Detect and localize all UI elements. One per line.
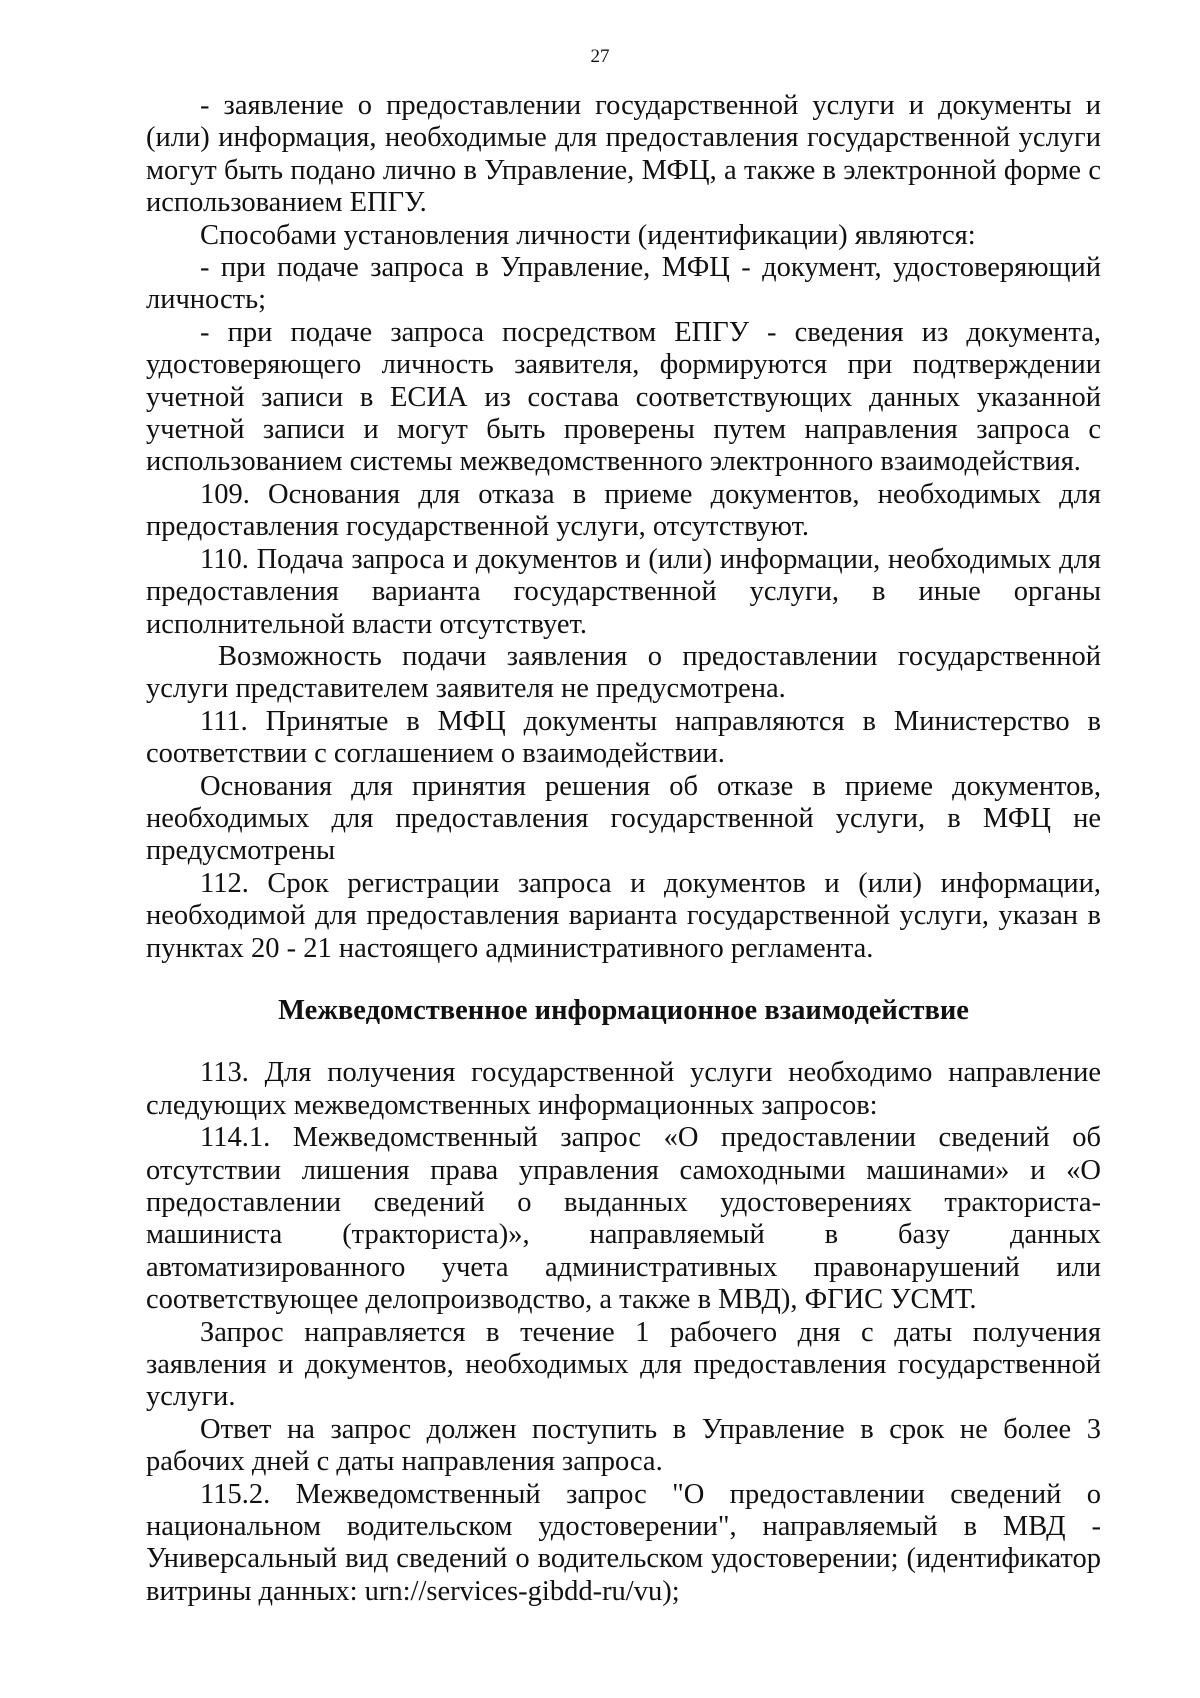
- paragraph-114-1: 114.1. Межведомственный запрос «О предоставлении сведений об отсутствии лишения права управления самоходными машинами» и «О предоставлении сведений о выданных удостоверениях тракториста-машиниста (тракториста)», направляемый в базу данных автоматизированного учета административных правонарушений или соответствующее делопроизводство, а также в МВД), ФГИС УСМТ.: [146, 1122, 1101, 1316]
- paragraph-identification-methods: Способами установления личности (идентификации) являются:: [200, 219, 976, 251]
- paragraph-representative: Возможность подачи заявления о предоставлении государственной услуги представителем заявителя не предусмотрена.: [146, 640, 1101, 705]
- page-number: 27: [590, 46, 610, 67]
- paragraph-110: 110. Подача запроса и документов и (или) информации, необходимых для предоставления варианта государственной услуги, в иные органы исполнительной власти отсутствует.: [146, 543, 1101, 640]
- paragraph-115-2: 115.2. Межведомственный запрос "О предоставлении сведений о национальном водительском удостоверении", направляемый в МВД - Универсальный вид сведений о водительском удостоверении; (идентификатор витрины данных: urn://services-gibdd-ru/vu);: [146, 1478, 1101, 1607]
- paragraph-111: 111. Принятые в МФЦ документы направляются в Министерство в соответствии с соглашением о взаимодействии.: [146, 705, 1101, 770]
- paragraph-response-timing: Ответ на запрос должен поступить в Управление в срок не более 3 рабочих дней с даты направления запроса.: [146, 1413, 1101, 1478]
- paragraph-refusal-grounds: Основания для принятия решения об отказе в приеме документов, необходимых для предоставления государственной услуги, в МФЦ не предусмотрены: [146, 770, 1101, 867]
- paragraph-109: 109. Основания для отказа в приеме документов, необходимых для предоставления государственной услуги, отсутствуют.: [146, 478, 1101, 543]
- paragraph-identification-office: - при подаче запроса в Управление, МФЦ - документ, удостоверяющий личность;: [146, 252, 1101, 316]
- paragraph-112: 112. Срок регистрации запроса и документов и (или) информации, необходимой для предоставления варианта государственной услуги, указан в пунктах 20 - 21 настоящего административного регламента.: [146, 867, 1101, 964]
- paragraph-identification-epgu: - при подаче запроса посредством ЕПГУ - сведения из документа, удостоверяющего личность заявителя, формируются при подтверждении учетной записи в ЕСИА из состава соответствующих данных указанной учетной записи и могут быть проверены путем направления запроса с использованием системы межведомственного электронного взаимодействия.: [146, 316, 1101, 478]
- section-heading: Межведомственное информационное взаимодействие: [278, 994, 969, 1026]
- document-body: [146, 90, 1101, 1608]
- paragraph-113: 113. Для получения государственной услуги необходимо направление следующих межведомственных информационных запросов:: [146, 1057, 1101, 1121]
- paragraph-submission-methods: - заявление о предоставлении государственной услуги и документы и (или) информация, необходимые для предоставления государственной услуги могут быть подано лично в Управление, МФЦ, а также в электронной форме с использованием ЕПГУ.: [146, 90, 1101, 219]
- paragraph-request-timing: Запрос направляется в течение 1 рабочего дня с даты получения заявления и документов, необходимых для предоставления государственной услуги.: [146, 1316, 1101, 1413]
